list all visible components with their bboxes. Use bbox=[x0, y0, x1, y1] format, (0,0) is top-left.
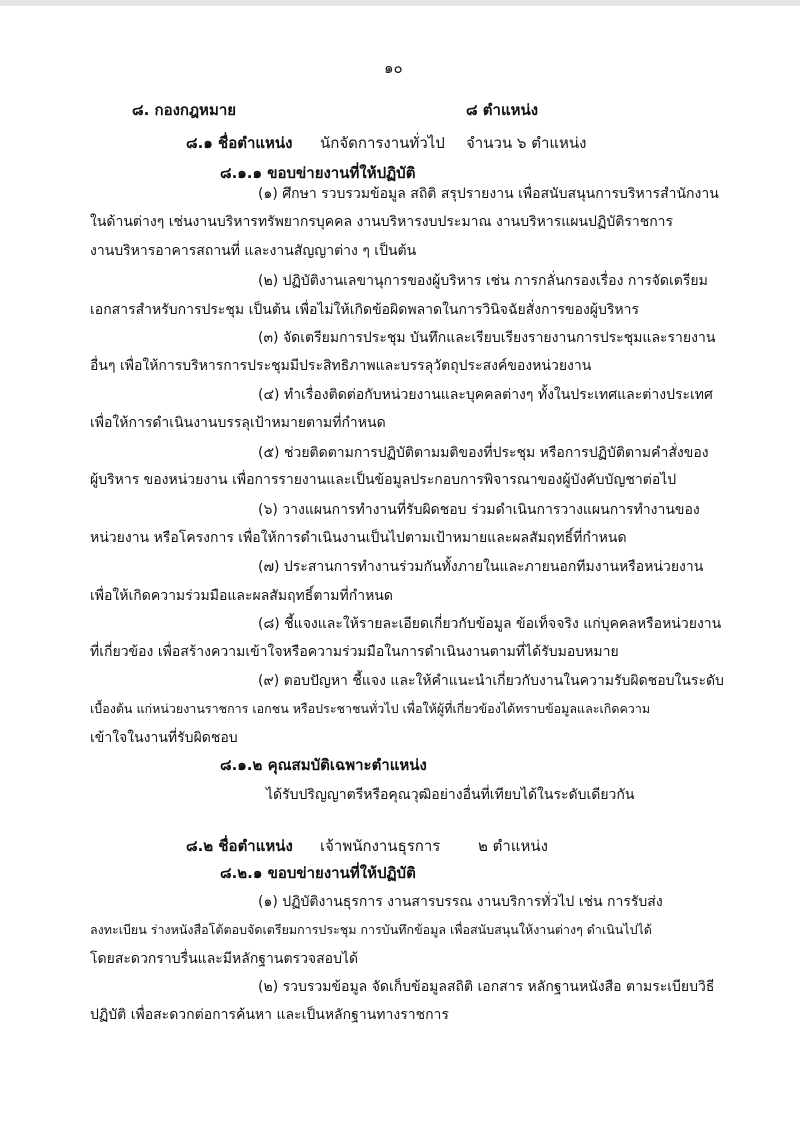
duty-line: ในด้านต่างๆ เช่นงานบริหารทรัพยากรบุคคล งานบริหารงบประมาณ งานบริหารแผนปฏิบัติราชการ bbox=[90, 214, 674, 230]
position-label: ๘.๑ ชื่อตำแหน่ง bbox=[186, 134, 293, 152]
duty-line: (๓) จัดเตรียมการประชุม บันทึกและเรียบเรียงรายงานการประชุมและรายงาน bbox=[258, 330, 716, 346]
duties-heading: ๘.๑.๑ ขอบข่ายงานที่ให้ปฏิบัติ bbox=[220, 164, 416, 182]
duty-line: งานบริหารอาคารสถานที่ และงานสัญญาต่าง ๆ เป็นต้น bbox=[90, 243, 417, 259]
position-count: จำนวน ๖ ตำแหน่ง bbox=[466, 134, 587, 152]
position-label: ๘.๒ ชื่อตำแหน่ง bbox=[186, 837, 293, 855]
duty-line: (๙) ตอบปัญหา ชี้แจง และให้คำแนะนำเกี่ยวกับงานในความรับผิดชอบในระดับ bbox=[258, 673, 724, 689]
duty-line: (๗) ประสานการทำงานร่วมกันทั้งภายในและภายนอกทีมงานหรือหน่วยงาน bbox=[258, 559, 704, 575]
qualification-heading: ๘.๑.๒ คุณสมบัติเฉพาะตำแหน่ง bbox=[220, 756, 427, 774]
qualification-text: ได้รับปริญญาตรีหรือคุณวุฒิอย่างอื่นที่เทียบได้ในระดับเดียวกัน bbox=[266, 787, 635, 803]
duty-line: (๒) รวบรวมข้อมูล จัดเก็บข้อมูลสถิติ เอกสาร หลักฐานหนังสือ ตามระเบียบวิธี bbox=[258, 979, 715, 995]
duties-heading: ๘.๒.๑ ขอบข่ายงานที่ให้ปฏิบัติ bbox=[220, 864, 416, 882]
duty-line: (๑) ศึกษา รวบรวมข้อมูล สถิติ สรุปรายงาน เพื่อสนับสนุนการบริหารสำนักงาน bbox=[258, 186, 719, 202]
section-position-count: ๘ ตำแหน่ง bbox=[466, 101, 539, 119]
page-number: ๑๐ bbox=[384, 59, 403, 77]
duty-line: (๔) ทำเรื่องติดต่อกับหน่วยงานและบุคคลต่างๆ ทั้งในประเทศและต่างประเทศ bbox=[258, 387, 713, 403]
duty-line: (๖) วางแผนการทำงานที่รับผิดชอบ ร่วมดำเนินการวางแผนการทำงานของ bbox=[258, 502, 700, 518]
duty-line: อื่นๆ เพื่อให้การบริหารการประชุมมีประสิทธิภาพและบรรลุวัตถุประสงค์ของหน่วยงาน bbox=[90, 358, 592, 374]
duty-line: (๒) ปฏิบัติงานเลขานุการของผู้บริหาร เช่น การกลั่นกรองเรื่อง การจัดเตรียม bbox=[258, 273, 708, 289]
position-name: นักจัดการงานทั่วไป bbox=[320, 134, 445, 152]
section-title: ๘. กองกฎหมาย bbox=[132, 101, 237, 119]
position-name: เจ้าพนักงานธุรการ bbox=[320, 837, 441, 855]
duty-line: ผู้บริหาร ของหน่วยงาน เพื่อการรายงานและเป็นข้อมูลประกอบการพิจารณาของผู้บังคับบัญชาต่อไป bbox=[90, 472, 677, 488]
duty-line: เบื้องต้น แก่หน่วยงานราชการ เอกชน หรือประชาชนทั่วไป เพื่อให้ผู้ที่เกี่ยวข้องได้ทราบข้อมูลและเกิดความ bbox=[90, 701, 651, 716]
duty-line: โดยสะดวกราบรื่นและมีหลักฐานตรวจสอบได้ bbox=[90, 951, 359, 967]
duty-line: (๘) ชี้แจงและให้รายละเอียดเกี่ยวกับข้อมูล ข้อเท็จจริง แก่บุคคลหรือหน่วยงาน bbox=[258, 616, 722, 632]
duty-line: (๕) ช่วยติดตามการปฏิบัติตามมติของที่ประชุม หรือการปฏิบัติตามคำสั่งของ bbox=[258, 445, 709, 461]
duty-line: ที่เกี่ยวข้อง เพื่อสร้างความเข้าใจหรือความร่วมมือในการดำเนินงานตามที่ได้รับมอบหมาย bbox=[90, 644, 619, 660]
duty-line: เอกสารสำหรับการประชุม เป็นต้น เพื่อไม่ให้เกิดข้อผิดพลาดในการวินิจฉัยสั่งการของผู้บริหาร bbox=[90, 302, 640, 318]
position-count: ๒ ตำแหน่ง bbox=[478, 837, 548, 855]
duty-line: ลงทะเบียน ร่างหนังสือโต้ตอบจัดเตรียมการประชุม การบันทึกข้อมูล เพื่อสนับสนุนให้งานต่างๆ ดำเนินไปได้ bbox=[90, 922, 652, 937]
duty-line: (๑) ปฏิบัติงานธุรการ งานสารบรรณ งานบริการทั่วไป เช่น การรับส่ง bbox=[258, 894, 663, 910]
duty-line: เข้าใจในงานที่รับผิดชอบ bbox=[90, 730, 238, 746]
duty-line: ปฏิบัติ เพื่อสะดวกต่อการค้นหา และเป็นหลักฐานทางราชการ bbox=[90, 1007, 449, 1023]
scan-edge bbox=[0, 0, 800, 6]
duty-line: หน่วยงาน หรือโครงการ เพื่อให้การดำเนินงานเป็นไปตามเป้าหมายและผลสัมฤทธิ์ที่กำหนด bbox=[90, 530, 627, 546]
duty-line: เพื่อให้การดำเนินงานบรรลุเป้าหมายตามที่กำหนด bbox=[90, 415, 386, 431]
duty-line: เพื่อให้เกิดความร่วมมือและผลสัมฤทธิ์ตามที่กำหนด bbox=[90, 588, 393, 604]
